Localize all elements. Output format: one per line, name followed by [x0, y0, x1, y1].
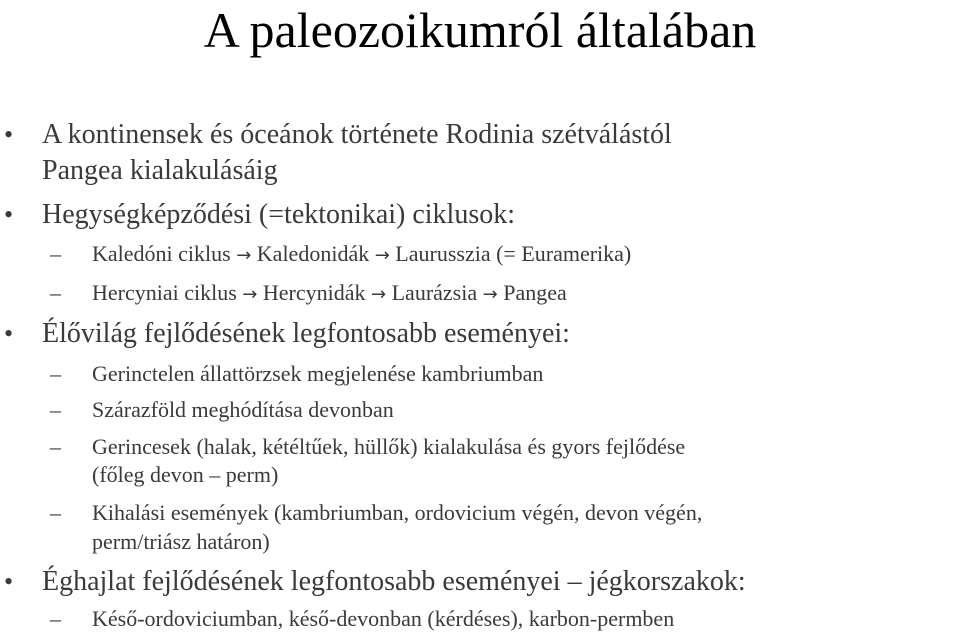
cycle-name: Hercyniai ciklus [92, 280, 237, 305]
bullet-text: Hegységképződési (=tektonikai) ciklusok: [42, 199, 516, 230]
dash-icon: – [50, 500, 61, 525]
right-arrow-icon: → [482, 284, 498, 305]
sub-item-text: Kihalási események (kambriumban, ordovicium végén, devon végén, [92, 500, 703, 525]
bullet-text: A kontinensek és óceánok története Rodinia szétválástól [42, 119, 672, 150]
sub-item-text: (főleg devon – perm) [92, 462, 279, 487]
sub-item-text: Szárazföld meghódítása devonban [92, 397, 394, 422]
right-arrow-icon: → [374, 245, 390, 266]
sub-item-text: Késő-ordoviciumban, késő-devonban (kérdéses), karbon-permben [92, 606, 675, 631]
bullet-text: Éghajlat fejlődésének legfontosabb eseményei – jégkorszakok: [42, 566, 746, 597]
right-arrow-icon: → [371, 284, 387, 305]
bullet-icon: • [4, 319, 14, 348]
slide-title: A paleozoikumról általában [203, 2, 757, 58]
bullet-icon: • [4, 567, 14, 596]
bullet-text: Pangea kialakulásáig [42, 155, 278, 186]
sub-item-text [92, 240, 631, 270]
sub-item-text: Gerincesek (halak, kétéltűek, hüllők) kialakulása és gyors fejlődése [92, 434, 686, 459]
bullet-text: Élővilág fejlődésének legfontosabb eseményei: [42, 318, 570, 349]
supercontinent-name: Pangea [503, 280, 567, 305]
orogen-name: Hercynidák [262, 280, 366, 305]
dash-icon: – [50, 241, 61, 266]
dash-icon: – [50, 280, 61, 305]
dash-icon: – [50, 606, 61, 631]
right-arrow-icon: → [242, 284, 258, 305]
bullet-icon: • [4, 200, 14, 229]
cycle-name: Kaledóni ciklus [92, 241, 231, 266]
sub-item-text [92, 279, 567, 309]
sub-item-text: perm/triász határon) [92, 529, 270, 554]
bullet-icon: • [4, 120, 14, 149]
dash-icon: – [50, 434, 61, 459]
orogen-name: Kaledonidák [256, 241, 370, 266]
sub-item-text: Gerinctelen állattörzsek megjelenése kambriumban [92, 361, 544, 386]
continent-name: Laurázsia [391, 280, 478, 305]
dash-icon: – [50, 397, 61, 422]
right-arrow-icon: → [236, 245, 252, 266]
continent-name: Laurusszia (= Euramerika) [395, 241, 632, 266]
dash-icon: – [50, 361, 61, 386]
